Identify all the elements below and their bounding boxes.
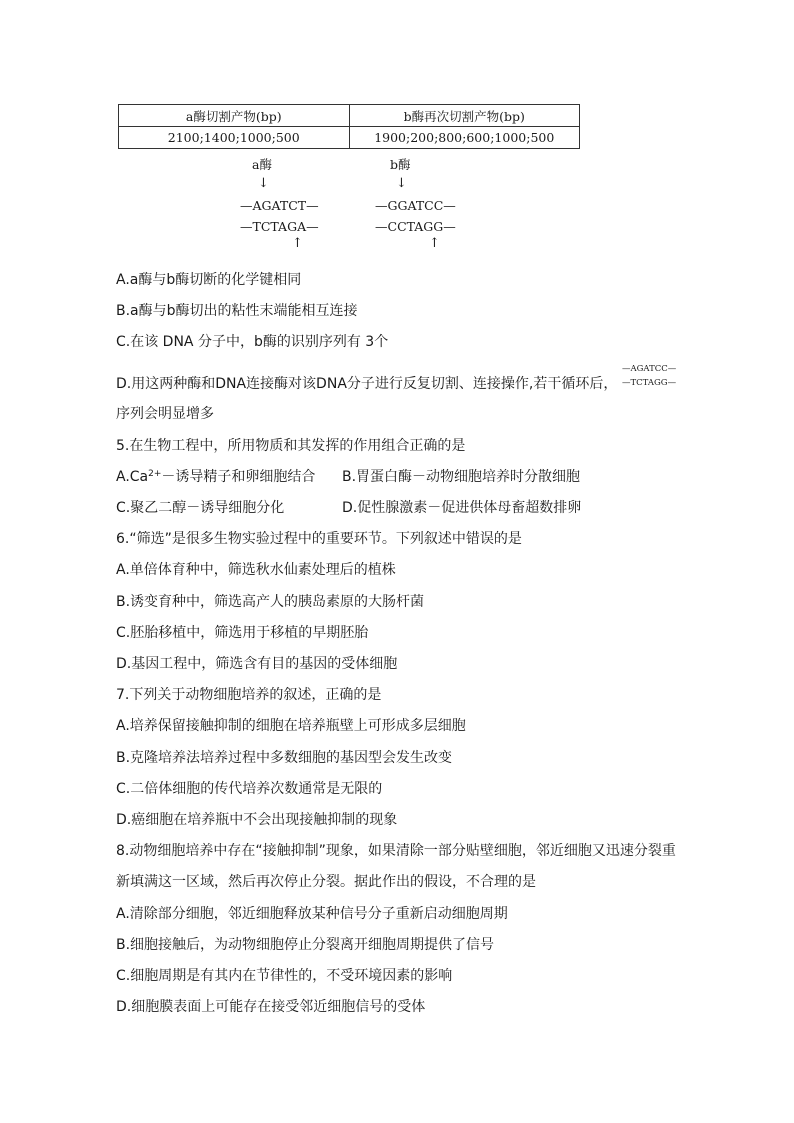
q7-option-c: C.二倍体细胞的传代培养次数通常是无限的 (116, 781, 383, 797)
q5-option-c: C.聚乙二醇－诱导细胞分化 (116, 500, 285, 516)
table-row (119, 127, 580, 149)
q8-option-d: D.细胞膜表面上可能存在接受邻近细胞信号的受体 (116, 999, 426, 1015)
q8-stem: 8.动物细胞培养中存在“接触抑制”现象，如果清除一部分贴壁细胞，邻近细胞又迅速分裂重 (116, 843, 676, 859)
table-header-row (119, 105, 580, 127)
q5-option-b: B.胃蛋白酶－动物细胞培养时分散细胞 (342, 469, 581, 485)
q8-option-b: B.细胞接触后，为动物细胞停止分裂离开细胞周期提供了信号 (116, 937, 495, 953)
table-header-b: b酶再次切割产物(bp) (349, 105, 580, 127)
enzyme-b-cut-arrow-top: ↓ (396, 176, 407, 191)
q8-option-a: A.清除部分细胞，邻近细胞释放某种信号分子重新启动细胞周期 (116, 906, 508, 922)
enzyme-b-label: b酶 (390, 157, 411, 172)
enzyme-b-bottom-strand: —CCTAGG— (375, 219, 456, 234)
q4-option-d-seq-bottom: —TCTAGG— (622, 378, 677, 388)
q5-stem: 5.在生物工程中，所用物质和其发挥的作用组合正确的是 (116, 438, 466, 454)
q4-option-d-continued: 序列会明显增多 (116, 406, 214, 422)
table-cell-a: 2100;1400;1000;500 (119, 127, 350, 149)
q6-option-c: C.胚胎移植中，筛选用于移植的早期胚胎 (116, 625, 369, 641)
enzyme-a-top-strand: —AGATCT— (240, 198, 319, 213)
table-header-a: a酶切割产物(bp) (119, 105, 350, 127)
q7-option-a: A.培养保留接触抑制的细胞在培养瓶壁上可形成多层细胞 (116, 718, 466, 734)
enzyme-a-bottom-strand: —TCTAGA— (240, 219, 319, 234)
q6-option-d: D.基因工程中，筛选含有目的基因的受体细胞 (116, 656, 398, 672)
enzyme-a-cut-arrow-bottom: ↑ (292, 236, 303, 251)
q7-option-d: D.癌细胞在培养瓶中不会出现接触抑制的现象 (116, 812, 398, 828)
q4-option-d: D.用这两种酶和DNA连接酶对该DNA分子进行反复切割、连接操作,若干循环后， (116, 376, 618, 392)
restriction-results-table (118, 104, 580, 149)
calcium-charge: 2+ (148, 469, 162, 479)
q4-option-a: A.a酶与b酶切断的化学键相同 (116, 272, 302, 288)
q8-option-c: C.细胞周期是有其内在节律性的，不受环境因素的影响 (116, 968, 453, 984)
q8-stem-continued: 新填满这一区域，然后再次停止分裂。据此作出的假设，不合理的是 (116, 874, 536, 890)
q6-option-b: B.诱变育种中，筛选高产人的胰岛素原的大肠杆菌 (116, 594, 425, 610)
table-cell-b: 1900;200;800;600;1000;500 (349, 127, 580, 149)
enzyme-a-label: a酶 (252, 157, 272, 172)
enzyme-a-cut-arrow-top: ↓ (258, 176, 269, 191)
q4-option-d-seq-top: —AGATCC— (622, 364, 677, 374)
q7-option-b: B.克隆培养法培养过程中多数细胞的基因型会发生改变 (116, 750, 453, 766)
q4-option-b: B.a酶与b酶切出的粘性末端能相互连接 (116, 303, 358, 319)
enzyme-b-cut-arrow-bottom: ↑ (429, 236, 440, 251)
q7-stem: 7.下列关于动物细胞培养的叙述，正确的是 (116, 687, 382, 703)
q5-option-d: D.促性腺激素－促进供体母畜超数排卵 (342, 500, 582, 516)
q6-stem: 6.“筛选”是很多生物实验过程中的重要环节。下列叙述中错误的是 (116, 531, 522, 547)
q5-option-a: $A.Ca^{2+}-$诱导精子和卵细胞结合 (116, 469, 316, 485)
q6-option-a: A.单倍体育种中，筛选秋水仙素处理后的植株 (116, 562, 396, 578)
enzyme-b-top-strand: —GGATCC— (375, 198, 456, 213)
q4-option-c: C.在该 DNA 分子中，b酶的识别序列有 3个 (116, 334, 389, 350)
